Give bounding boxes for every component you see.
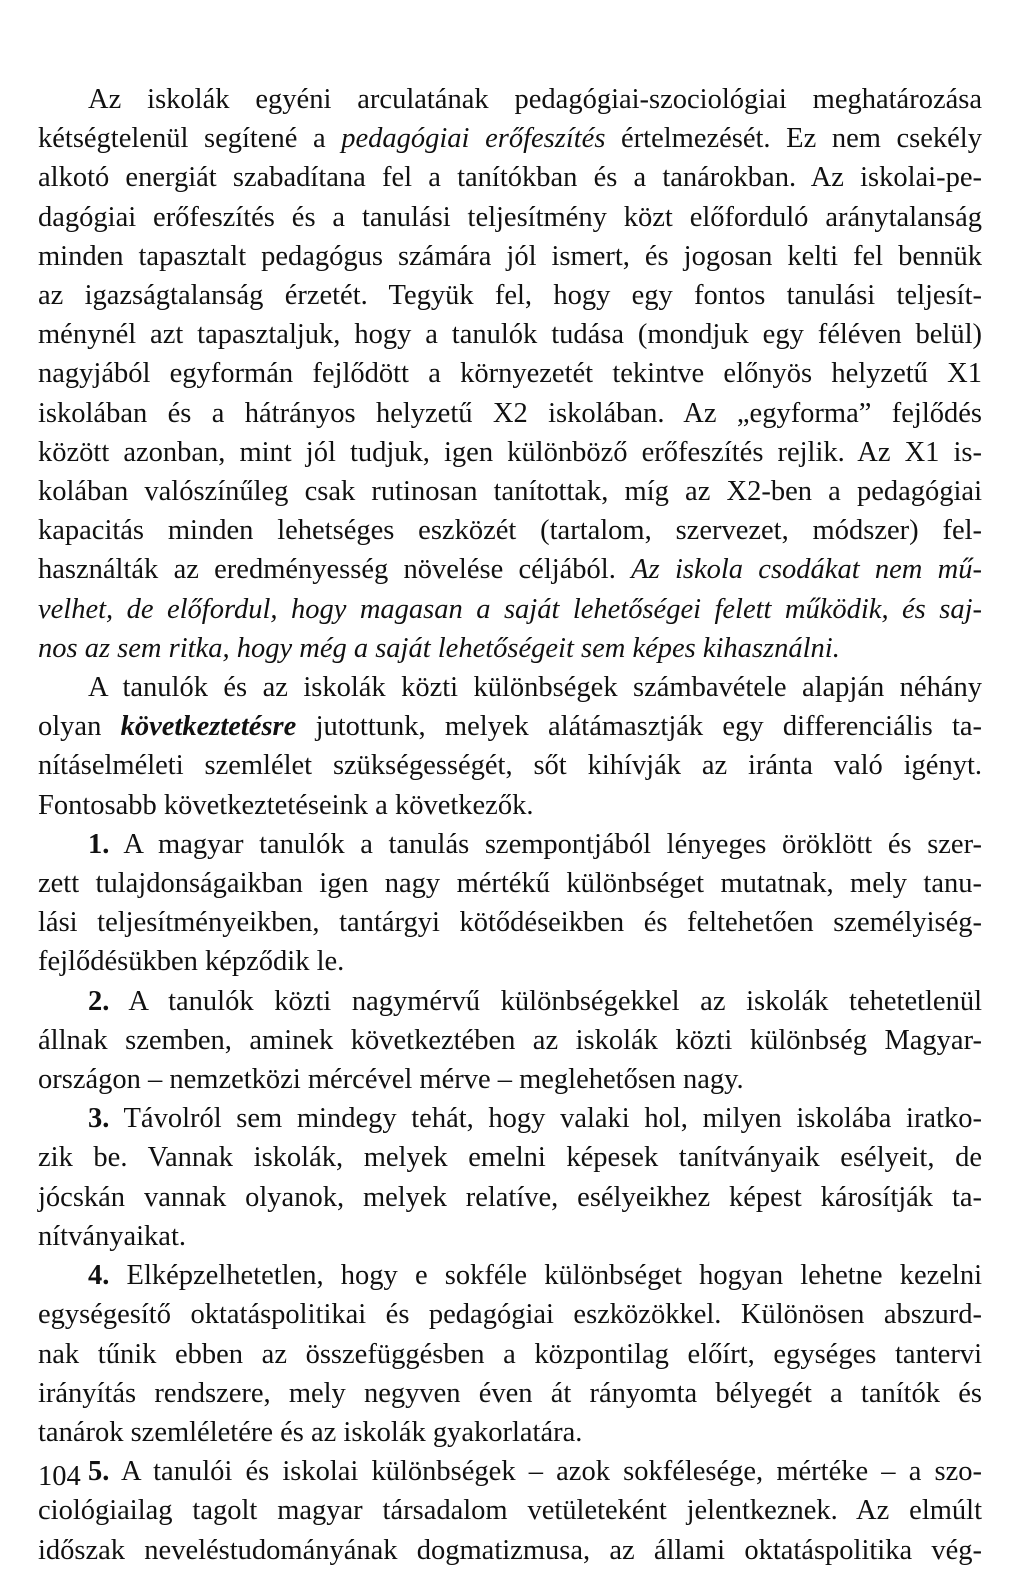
text-line: zett tulajdonságaikban igen nagy mértékű különbséget mutatnak, mely tanu- [38, 868, 982, 900]
text-line: A tanulók és az iskolák közti különbségek számbavétele alapján néhány [88, 672, 982, 704]
item-number: 4. [88, 1260, 110, 1292]
text-line: Az iskolák egyéni arculatának pedagógiai-szociológiai meghatározása [88, 84, 982, 115]
text-line: állnak szemben, aminek következtében az iskolák közti különbség Magyar- [38, 1024, 982, 1056]
text-line: kapacitás minden lehetséges eszközét (tartalom, szervezet, módszer) fel- [38, 515, 982, 547]
emphasis: Az iskola csodákat nem mű- [631, 554, 982, 586]
text-line: között azonban, mint jól tudjuk, igen különböző erőfeszítés rejlik. Az X1 is- [38, 436, 982, 468]
text-line: kolában valószínűleg csak rutinosan tanítottak, míg az X2-ben a pedagógiai [38, 476, 982, 508]
item-number: 5. [88, 1456, 110, 1488]
text-line: kétségtelenül segítené a pedagógiai erőfeszítés értelmezését. Ez nem csekély [38, 123, 982, 155]
text-line: nításelméleti szemlélet szükségességét, sőt kihívják az iránta való igényt. [38, 750, 982, 782]
text-line: olyan következtetésre jutottunk, melyek alátámasztják egy differenciális ta- [38, 711, 982, 743]
item-number: 3. [88, 1103, 110, 1135]
text-line: zik be. Vannak iskolák, melyek emelni képesek tanítványaik esélyeit, de [38, 1142, 982, 1174]
text-line: használták az eredményesség növelése céljából. Az iskola csodákat nem mű- [38, 554, 982, 586]
text-line: ménynél azt tapasztaljuk, hogy a tanulók tudása (mondjuk egy féléven belül) [38, 319, 982, 351]
text-line: fejlődésükben képződik le. [38, 946, 345, 978]
text-line: alkotó energiát szabadítana fel a tanítókban és a tanárokban. Az iskolai-pe- [38, 162, 982, 194]
list-item-first-line: 2. A tanulók közti nagymérvű különbségekkel az iskolák tehetetlenül [88, 985, 982, 1017]
text-line: jócskán vannak olyanok, melyek relatíve, esélyeikhez képest károsítják ta- [38, 1181, 982, 1213]
list-item-first-line: 4. Elképzelhetetlen, hogy e sokféle különbséget hogyan lehetne kezelni [88, 1260, 982, 1292]
text-line: Fontosabb következtetéseink a következők. [38, 789, 534, 821]
text-line: velhet, de előfordul, hogy magasan a saját lehetőségei felett működik, és saj- [38, 593, 982, 625]
list-item-first-line: 5. A tanulói és iskolai különbségek – azok sokfélesége, mértéke – a szo- [88, 1456, 982, 1488]
emphasis: következtetésre [120, 711, 297, 743]
text-line: dagógiai erőfeszítés és a tanulási teljesítmény közt előforduló aránytalanság [38, 201, 982, 233]
text-line: minden tapasztalt pedagógus számára jól ismert, és jogosan kelti fel bennük [38, 240, 982, 272]
text-line: nak tűnik ebben az összefüggésben a központilag előírt, egységes tantervi [38, 1338, 982, 1370]
text-line: ciológiailag tagolt magyar társadalom vetületeként jelentkeznek. Az elmúlt [38, 1495, 982, 1527]
page-body [38, 80, 982, 1570]
item-number: 1. [88, 828, 110, 860]
list-item-first-line: 3. Távolról sem mindegy tehát, hogy valaki hol, milyen iskolába iratko- [88, 1103, 982, 1135]
text-line: nítványaikat. [38, 1220, 186, 1252]
list-item-first-line: 1. A magyar tanulók a tanulás szempontjából lényeges öröklött és szer- [88, 828, 982, 860]
text-line: lási teljesítményeikben, tantárgyi kötődéseikben és feltehetően személyiség- [38, 907, 982, 939]
text-line: az igazságtalanság érzetét. Tegyük fel, hogy egy fontos tanulási teljesít- [38, 280, 982, 312]
emphasis: pedagógiai erőfeszítés [341, 123, 606, 155]
text-line: iskolában és a hátrányos helyzetű X2 iskolában. Az „egyforma” fejlődés [38, 397, 982, 429]
text-line: országon – nemzetközi mércével mérve – meglehetősen nagy. [38, 1064, 744, 1096]
item-number: 2. [88, 985, 110, 1017]
text-line: egységesítő oktatáspolitikai és pedagógiai eszközökkel. Különösen abszurd- [38, 1299, 982, 1331]
body-text [38, 80, 982, 1570]
text-line: nos az sem ritka, hogy még a saját lehetőségeit sem képes kihasználni. [38, 632, 840, 664]
text-line: irányítás rendszere, mely negyven éven át rányomta bélyegét a tanítók és [38, 1377, 982, 1409]
text-line: tanárok szemléletére és az iskolák gyakorlatára. [38, 1416, 583, 1448]
text-line: időszak neveléstudományának dogmatizmusa, az állami oktatáspolitika vég- [38, 1534, 982, 1566]
text-line: nagyjából egyformán fejlődött a környezetét tekintve előnyös helyzetű X1 [38, 358, 982, 390]
page-number: 104 [38, 1461, 81, 1492]
